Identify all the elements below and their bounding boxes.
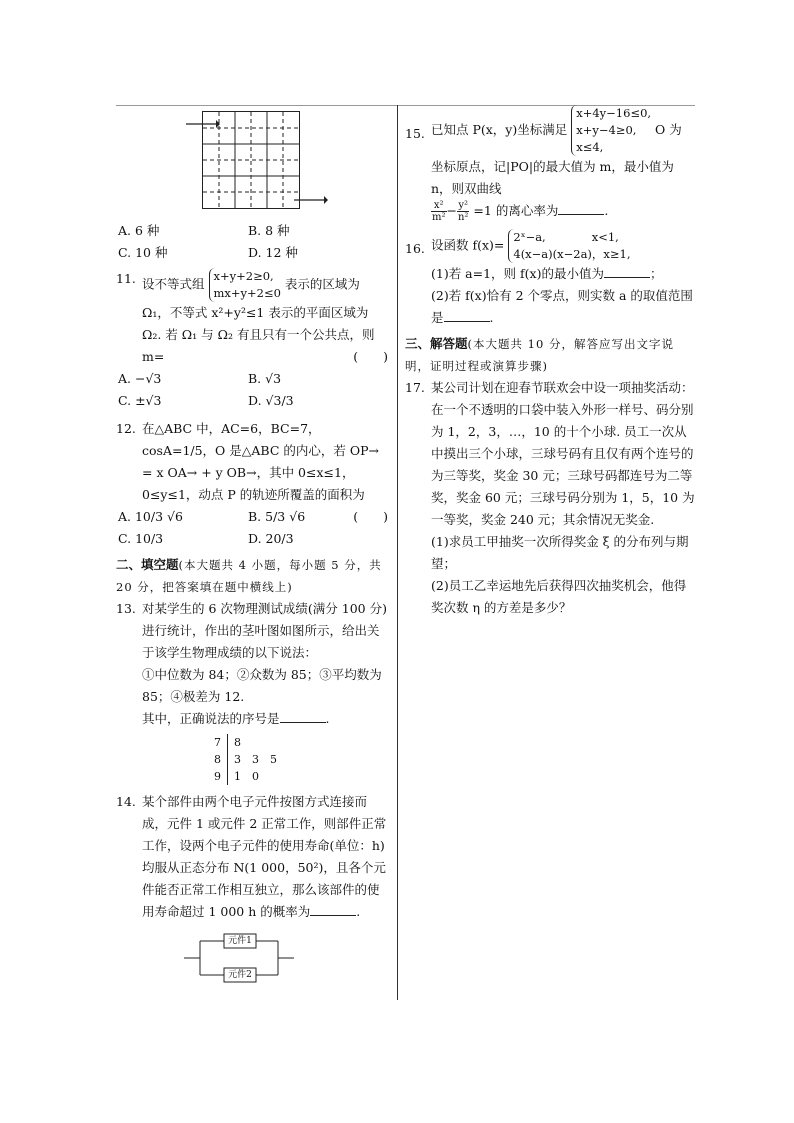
- column-divider: [397, 105, 398, 1000]
- q15-sys-line3: x≤4,: [576, 140, 604, 154]
- q12-text: 在△ABC 中，AC=6，BC=7，cosA=1/5，O 是△ABC 的内心，若 OP→ = x OA→ + y OB→，其中 0≤x≤1，0≤y≤1，动点 P 的轨迹所覆盖的面积为: [142, 421, 379, 502]
- q16-case2: 4(x−a)(x−2a)，x≥1,: [513, 247, 631, 261]
- component-1-label: 元件1: [228, 936, 252, 946]
- q12-answer-paren: ( ): [353, 509, 388, 524]
- section-3-note: (本大题共 10 分，解答应写出文字说明，证明过程或演算步骤): [405, 337, 674, 373]
- section-3-heading: [405, 333, 695, 377]
- q16-number: 16.: [405, 241, 425, 256]
- section-2-title: 二、填空题: [116, 557, 179, 572]
- stem-row: [208, 751, 283, 768]
- component-2-label: 元件2: [228, 970, 252, 980]
- q13-text: 对某学生的 6 次物理测试成绩(满分 100 分)进行统计，作出的茎叶图如图所示，给出关于该学生物理成绩的以下说法：: [142, 601, 387, 660]
- q17-number: 17.: [405, 380, 425, 395]
- q15-answer-blank[interactable]: [558, 200, 604, 215]
- q15-text-c: 坐标原点，记|PO|的最大值为 m，最小值为 n，则双曲线: [431, 159, 674, 196]
- q16-part1-blank[interactable]: [604, 263, 650, 278]
- q11-system: [209, 268, 281, 302]
- q11-option-c[interactable]: C. ±√3: [118, 393, 162, 408]
- stem-value: 9: [208, 768, 228, 785]
- q17-text: 某公司计划在迎春节联欢会中设一项抽奖活动：在一个不透明的口袋中装入外形一样号、码分别为 1，2，3，…，10 的十个小球. 员工一次从中摸出三个小球，三球号码有且仅有两个连号的为三等奖，奖金 30 元；三球号码都连号为二等奖，奖金 60 元；三球号码分别为 1，5，10 为一等奖，奖金 240 元；其余情况无奖金.: [431, 380, 695, 527]
- q15-system: [571, 105, 651, 156]
- q16-part2: (2)若 f(x)恰有 2 个零点，则实数 a 的取值范围是: [431, 288, 693, 325]
- q16-part2-blank[interactable]: [444, 307, 490, 322]
- section-2-heading: [116, 554, 388, 598]
- left-column: [116, 105, 388, 985]
- q11-option-b[interactable]: B. √3: [248, 371, 282, 386]
- stem-leaf-plot: [208, 734, 283, 785]
- question-11: [116, 268, 388, 368]
- stem-row: [208, 768, 283, 785]
- q15-sys-line1: x+4y−16≤0,: [576, 106, 652, 120]
- q17-part2: (2)员工乙幸运地先后获得四次抽奖机会，他得奖次数 η 的方差是多少？: [431, 578, 687, 615]
- q11-option-d[interactable]: D. √3/3: [248, 393, 294, 408]
- q13-number: 13.: [116, 601, 136, 616]
- q16-part1: (1)若 a=1，则 f(x)的最小值为: [431, 266, 604, 281]
- stem-value: 7: [208, 734, 228, 751]
- leaf-values: 1 0: [234, 770, 259, 783]
- section-3-title: 三、解答题: [405, 336, 468, 351]
- q15-number: 15.: [405, 126, 425, 141]
- q11-text-b: 表示的区域为 Ω₁，不等式 x²+y²≤1 表示的平面区域为 Ω₂. 若 Ω₁ 与 Ω₂ 有且只有一个公共点，则 m=: [142, 276, 375, 364]
- q13-ask: 其中，正确说法的序号是: [142, 711, 280, 726]
- q11-options: [116, 368, 388, 412]
- q12-options: [116, 506, 353, 550]
- q17-part1: (1)求员工甲抽奖一次所得奖金 ξ 的分布列与期望；: [431, 534, 689, 571]
- x2-over-m2: $\frac{\text{x²}}{\text{m²}}$: [432, 200, 446, 223]
- section-2-note: (本大题共 4 小题，每小题 5 分，共 20 分，把答案填在题中横线上): [116, 558, 382, 594]
- q13-answer-blank[interactable]: [280, 708, 326, 723]
- q11-text-a: 设不等式组: [142, 276, 205, 292]
- q16-text: 设函数 f(x)=: [431, 237, 505, 253]
- q15-sys-line2: x+y−4≥0,: [576, 123, 637, 137]
- q14-text: 某个部件由两个电子元件按图方式连接而成，元件 1 或元件 2 正常工作，则部件正常工作，设两个电子元件的使用寿命(单位：h)均服从正态分布 N(1 000，50²)，且各个元件能否正常工作相互独立，那么该部件的使用寿命超过 1 000 h 的概率为: [142, 794, 387, 919]
- leaf-values: 8: [234, 736, 241, 749]
- q12-option-c[interactable]: C. 10/3: [118, 531, 164, 546]
- question-15: 15. 已知点 P(x，y)坐标满足 x+4y−16≤0, x+y−4≥0, x≤4, O 为 坐标原点，记|PO|的最大值为 m，最小值为 n，则双曲线 $\frac{\text{x²}}{\text{m²}}$ − $\frac{\text{y²}}{\text{n²}}$ =1 的离心率为 .: [405, 105, 695, 223]
- q11-number: 11.: [116, 271, 136, 286]
- q16-piecewise: [508, 229, 630, 263]
- q10-options: [116, 220, 388, 264]
- y2-over-n2: $\frac{\text{y²}}{\text{n²}}$: [457, 200, 469, 223]
- q10-option-d[interactable]: D. 12 种: [248, 245, 298, 260]
- q10-option-c[interactable]: C. 10 种: [118, 245, 168, 260]
- q14-answer-blank[interactable]: [310, 901, 356, 916]
- q10-option-a[interactable]: A. 6 种: [118, 223, 160, 238]
- right-column: [405, 105, 695, 619]
- q10-option-b[interactable]: B. 8 种: [248, 223, 290, 238]
- exit-arrow-icon: [294, 195, 328, 205]
- q11-answer-paren: ( ): [353, 349, 388, 364]
- q12-option-d[interactable]: D. 20/3: [248, 531, 294, 546]
- q14-number: 14.: [116, 794, 136, 809]
- q12-option-a[interactable]: A. 10/3 √6: [118, 509, 183, 524]
- q15-text-d: =1 的离心率为: [473, 203, 559, 218]
- parallel-circuit-figure: [184, 931, 294, 985]
- question-17: [405, 377, 695, 619]
- q13-claims: ①中位数为 84；②众数为 85；③平均数为 85；④极差为 12.: [142, 667, 382, 704]
- entry-arrow-icon: [186, 119, 220, 129]
- leaf-values: 3 3 5: [234, 753, 277, 766]
- q15-text-b: O 为: [655, 122, 682, 137]
- question-16: 16. 设函数 f(x)= 2ˣ−a, x<1, 4(x−a)(x−2a)，x≥1, (1)若 a=1，则 f(x)的最小值为 ； (2)若 f(x)恰有 2 个零点，则实数 a 的取值范围是 .: [405, 230, 693, 325]
- q11-option-a[interactable]: A. −√3: [118, 371, 162, 386]
- q11-sys-line2: mx+y+2≤0: [213, 286, 281, 300]
- q12-number: 12.: [116, 421, 136, 436]
- q16-case1: 2ˣ−a, x<1,: [513, 230, 619, 244]
- stem-value: 8: [208, 751, 228, 768]
- question-13: 13. 对某学生的 6 次物理测试成绩(满分 100 分)进行统计，作出的茎叶图如图所示，给出关于该学生物理成绩的以下说法： ①中位数为 84；②众数为 85；③平均数为 85；④极差为 12. 其中，正确说法的序号是 .: [116, 598, 388, 730]
- stem-row: [208, 734, 283, 751]
- q15-text-a: 已知点 P(x，y)坐标满足: [431, 122, 568, 137]
- q12-option-b[interactable]: B. 5/3 √6: [248, 509, 306, 524]
- q11-sys-line1: x+y+2≥0,: [213, 269, 274, 283]
- question-14: 14. 某个部件由两个电子元件按图方式连接而成，元件 1 或元件 2 正常工作，则部件正常工作，设两个电子元件的使用寿命(单位：h)均服从正态分布 N(1 000，50²)，且各个元件能否正常工作相互独立，那么该部件的使用寿命超过 1 000 h 的概率为 .: [116, 791, 388, 923]
